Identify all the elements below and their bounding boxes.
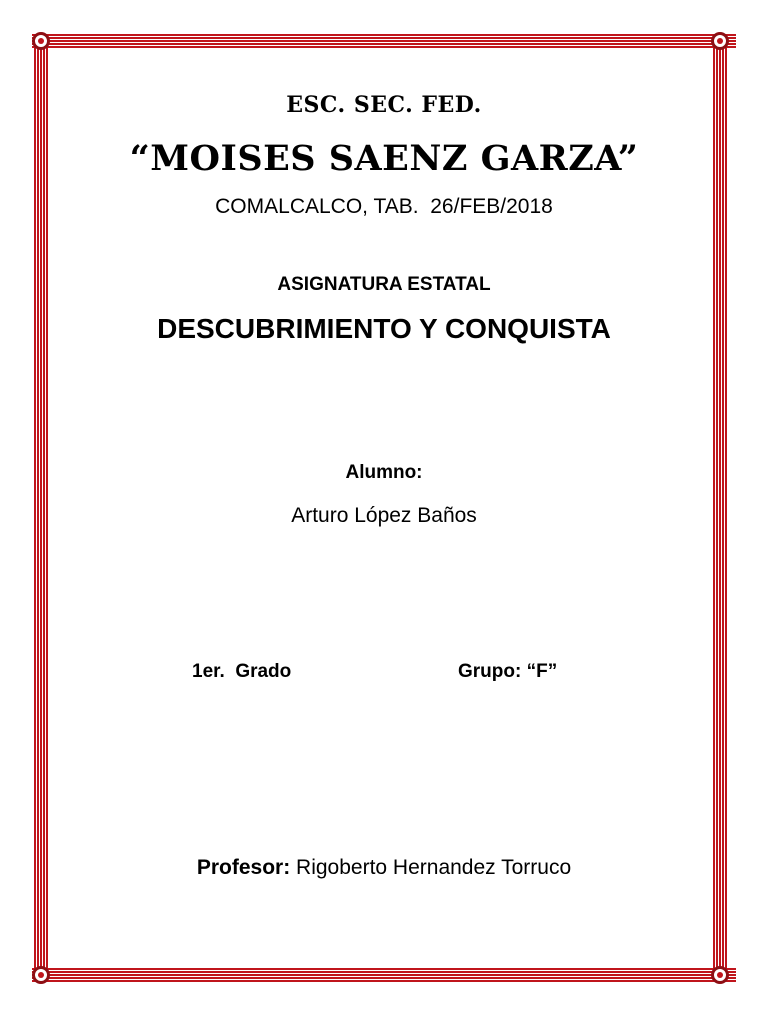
corner-ornament-icon [32, 966, 50, 984]
group: Grupo: “F” [458, 661, 558, 682]
place-date: COMALCALCO, TAB. 26/FEB/2018 [215, 195, 553, 218]
teacher-name: Rigoberto Hernandez Torruco [296, 856, 572, 879]
student-name: Arturo López Baños [291, 504, 477, 527]
school-type: ESC. SEC. FED. [286, 92, 482, 118]
corner-ornament-icon [32, 32, 50, 50]
border-right [713, 34, 727, 982]
cover-content [60, 0, 708, 1024]
subject-name: DESCUBRIMIENTO Y CONQUISTA [157, 313, 611, 344]
corner-ornament-icon [711, 966, 729, 984]
teacher-label: Profesor: [196, 856, 291, 879]
border-left [34, 34, 48, 982]
corner-ornament-icon [711, 32, 729, 50]
teacher-line [60, 856, 708, 880]
subject-type: ASIGNATURA ESTATAL [277, 274, 491, 295]
school-name: “MOISES SAENZ GARZA” [129, 138, 639, 179]
grade: 1er. Grado [192, 661, 292, 682]
student-label: Alumno: [345, 462, 423, 483]
